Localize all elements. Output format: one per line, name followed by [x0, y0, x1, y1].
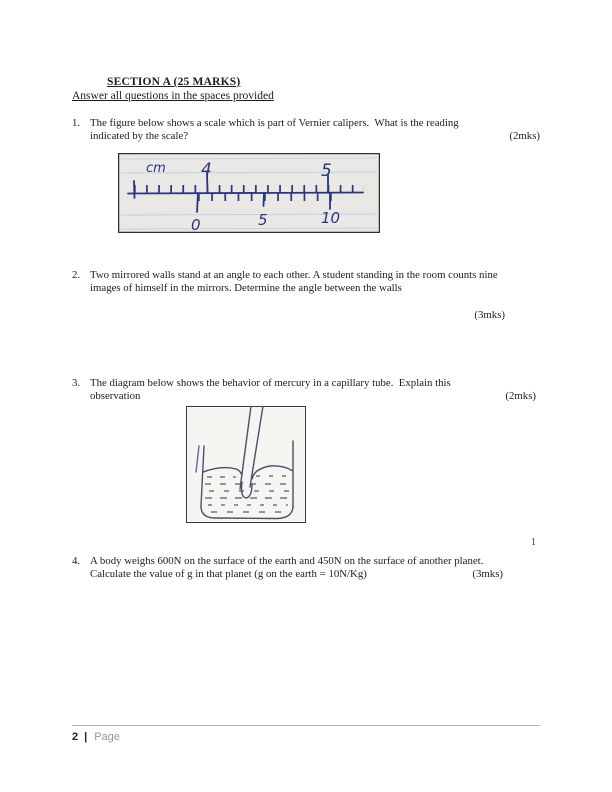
question-text-line [90, 568, 540, 581]
question-text-line: The diagram below shows the behavior of mercury in a capillary tube. Explain this [90, 377, 451, 389]
instruction-line: Answer all questions in the spaces provided [72, 90, 274, 102]
footer-page-number: 2 [72, 731, 79, 743]
page-number-artifact: 1 [531, 537, 536, 548]
question-3 [72, 377, 540, 404]
question-body [90, 555, 540, 582]
question-2 [72, 269, 540, 335]
marks-label: (2mks) [505, 390, 536, 403]
question-4 [72, 555, 540, 582]
question-text-line: Two mirrored walls stand at an angle to each other. A student standing in the room counts nine [90, 269, 498, 281]
vernier-tick-0 [197, 193, 198, 212]
main-scale-left-tick [134, 181, 135, 198]
question-number: 4. [72, 555, 81, 567]
question-text-line: indicated by the scale? [90, 130, 189, 143]
question-number: 2. [72, 269, 81, 281]
vernier-label-5: 5 [258, 211, 268, 229]
marks-label: (3mks) [472, 568, 503, 581]
question-text-line: images of himself in the mirrors. Determine the angle between the walls [90, 282, 402, 295]
main-label-5: 5 [321, 161, 332, 181]
question-body [90, 377, 540, 404]
question-text-line [90, 130, 540, 143]
question-body [90, 269, 540, 335]
capillary-tube-drawing [186, 406, 306, 523]
vernier-label-0: 0 [191, 216, 201, 233]
capillary-tube-figure [186, 406, 306, 523]
question-text-line: Calculate the value of g in that planet (g on the earth = 10N/Kg) [90, 568, 367, 581]
section-title: SECTION A (25 MARKS) [107, 76, 241, 88]
marks-label: (3mks) [474, 308, 505, 321]
footer-divider [72, 725, 540, 726]
page-footer [72, 731, 120, 743]
question-1 [72, 117, 540, 144]
unit-label: cm [146, 161, 166, 176]
main-label-4: 4 [201, 160, 212, 180]
question-text-line: The figure below shows a scale which is part of Vernier calipers. What is the reading [90, 117, 459, 129]
question-text-line: observation [90, 390, 141, 403]
question-text-line: A body weighs 600N on the surface of the earth and 450N on the surface of another planet. [90, 555, 484, 567]
footer-page-label: Page [94, 731, 120, 743]
marks-label: (2mks) [509, 130, 540, 143]
vernier-label-10: 10 [321, 209, 341, 227]
question-number: 1. [72, 117, 81, 129]
question-body [90, 117, 540, 144]
question-number: 3. [72, 377, 81, 389]
question-text-line [90, 390, 540, 403]
footer-separator: | [84, 731, 88, 743]
marks-line [90, 296, 540, 336]
vernier-scale-drawing [118, 153, 380, 233]
vernier-scale-figure [118, 153, 380, 233]
vernier-tick-5 [264, 193, 265, 206]
